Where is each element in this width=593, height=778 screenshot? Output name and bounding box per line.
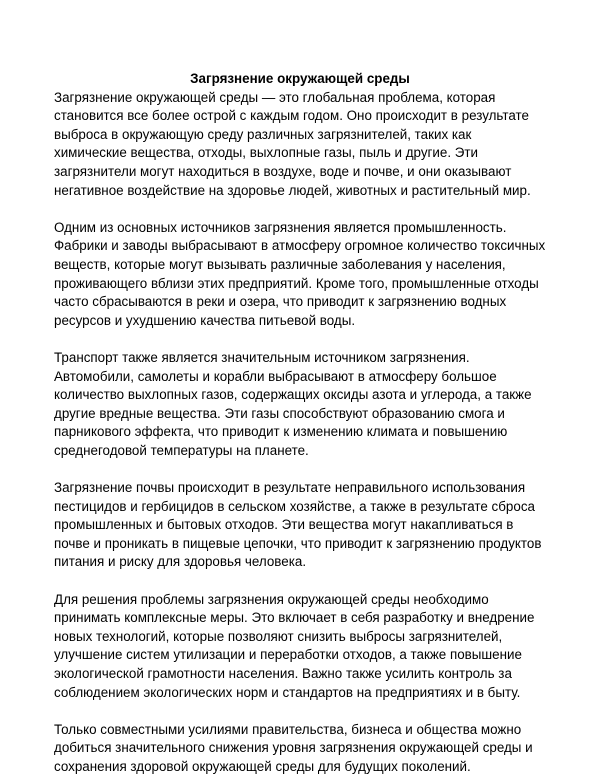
paragraph-2: Одним из основных источников загрязнения является промышленность. Фабрики и заводы выбрасывают в атмосферу огромное количество токсичных веществ, которые могут вызывать различные заболевания у населения, проживающего вблизи этих предприятий. Кроме того, промышленные отходы часто сбрасываются в реки и озера, что приводит к загрязнению водных ресурсов и ухудшению качества питьевой воды. (54, 219, 546, 328)
document-title: Загрязнение окружающей среды (190, 71, 410, 86)
paragraph-1: Загрязнение окружающей среды — это глобальная проблема, которая становится все более острой с каждым годом. Оно происходит в результате выброса в окружающую среду различных загрязнителей, таких как химические вещества, отходы, выхлопные газы, пыль и другие. Эти загрязнители могут находиться в воздухе, воде и почве, и они оказывают негативное воздействие на здоровье людей, животных и растительный мир. (54, 89, 531, 198)
paragraph-4: Загрязнение почвы происходит в результате неправильного использования пестицидов и гербицидов в сельском хозяйстве, а также в результате сброса промышленных и бытовых отходов. Эти вещества могут накапливаться в почве и проникать в пищевые цепочки, что приводит к загрязнению продуктов питания и риску для здоровья человека. (54, 480, 542, 570)
document-page (54, 70, 546, 777)
paragraph-6: Только совместными усилиями правительства, бизнеса и общества можно добиться значительного снижения уровня загрязнения окружающей среды и сохранения здоровой окружающей среды для будущих поколений. (54, 721, 533, 774)
paragraph-5: Для решения проблемы загрязнения окружающей среды необходимо принимать комплексные меры. Это включает в себя разработку и внедрение новых технологий, которые позволяют снизить выбросы загрязнителей, улучшение систем утилизации и переработки отходов, а также повышение экологической грамотности населения. Важно также усилить контроль за соблюдением экологических норм и стандартов на предприятиях и в быту. (54, 591, 535, 700)
document-body (54, 89, 546, 777)
paragraph-3: Транспорт также является значительным источником загрязнения. Автомобили, самолеты и корабли выбрасывают в атмосферу большое количество выхлопных газов, содержащих оксиды азота и углерода, а также другие вредные вещества. Эти газы способствуют образованию смога и парникового эффекта, что приводит к изменению климата и повышению среднегодовой температуры на планете. (54, 349, 532, 458)
